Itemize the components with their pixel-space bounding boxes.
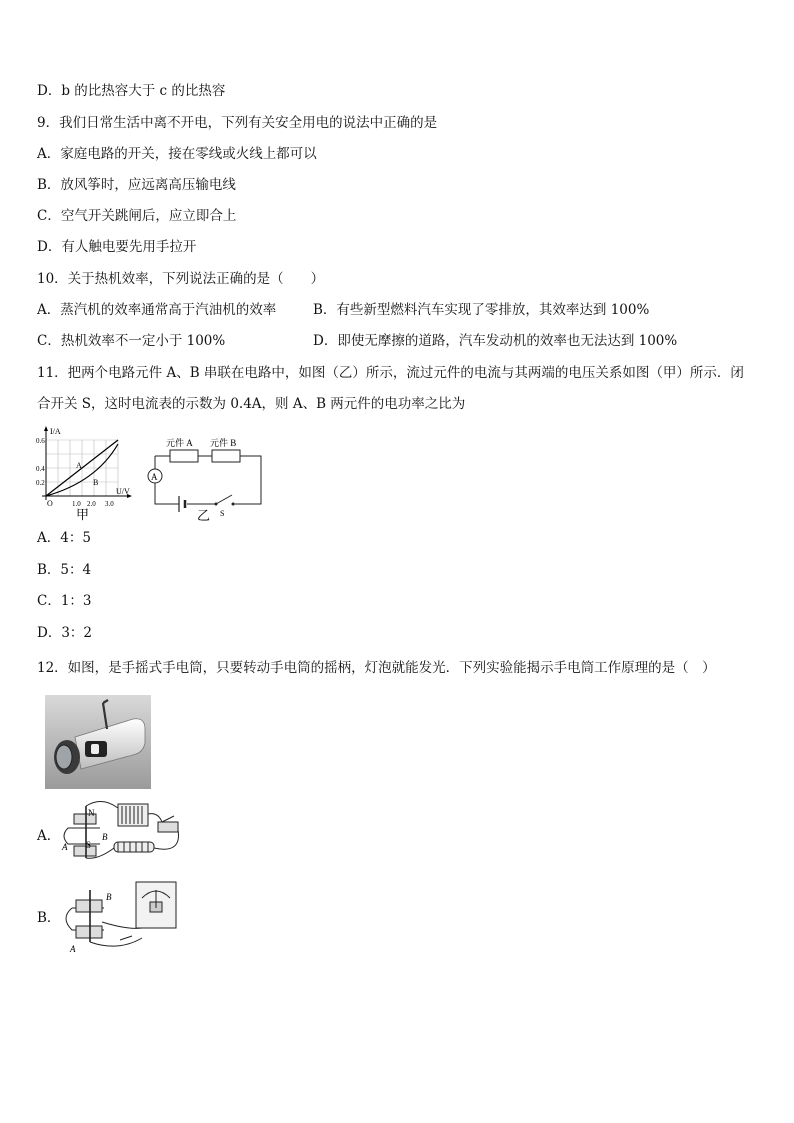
resistor-a — [170, 450, 198, 462]
q11-stem-line2: 合开关 S，这时电流表的示数为 0.4A，则 A、B 两元件的电功率之比为 — [37, 396, 466, 412]
magnet-u-bottom — [64, 828, 100, 844]
q11-option-d: D．3：2 — [37, 625, 93, 641]
graph-origin: O — [47, 499, 53, 508]
x-tick-3.0: 3.0 — [105, 500, 114, 508]
ammeter-label: A — [151, 472, 158, 482]
q10-option-b: B．有些新型燃料汽车实现了零排放，其效率达到 100% — [313, 302, 650, 318]
q12-option-b-label: B． — [37, 910, 61, 926]
q9-option-d: D．有人触电要先用手拉开 — [37, 239, 197, 255]
q11-option-c: C．1：3 — [37, 593, 92, 609]
q11-stem-line1: 11．把两个电路元件 A、B 串联在电路中，如图（乙）所示，流过元件的电流与其两端的电压关系如图（甲）所示．闭 — [37, 365, 744, 381]
rod-end-b-label: B — [106, 892, 112, 902]
graph-caption: 甲 — [76, 507, 90, 522]
rod-end-a-label: A — [70, 944, 76, 954]
y-axis-arrow — [44, 426, 48, 431]
q12-option-a-figure — [58, 796, 188, 866]
y-tick-0.4: 0.4 — [36, 465, 45, 473]
element-a-label: 元件 A — [166, 438, 193, 448]
q8-option-d: D．b 的比热容大于 c 的比热容 — [37, 83, 226, 99]
pole-s-label: S — [86, 840, 92, 850]
x-axis-label: U/V — [116, 487, 130, 496]
element-b-label: 元件 B — [210, 438, 237, 448]
q11-option-a: A．4：5 — [37, 530, 91, 546]
y-axis-label: I/A — [50, 427, 61, 436]
circuit-caption: 乙 — [197, 508, 211, 522]
y-tick-0.6: 0.6 — [36, 437, 45, 445]
flashlight-lens — [56, 745, 72, 769]
switch-contact — [232, 503, 235, 506]
q9-stem: 9．我们日常生活中离不开电，下列有关安全用电的说法中正确的是 — [37, 115, 438, 131]
switch-lever — [216, 495, 232, 504]
y-tick-0.2: 0.2 — [36, 479, 45, 487]
resistor-b — [212, 450, 240, 462]
curve-b-label: B — [93, 478, 99, 487]
q12-option-a-label: A． — [37, 828, 61, 844]
magnet-s-pole — [74, 846, 96, 856]
q11-iv-graph — [36, 424, 136, 522]
q9-option-c: C．空气开关跳闸后，应立即合上 — [37, 208, 237, 224]
q12-stem: 12．如图，是手摇式手电筒，只要转动手电筒的摇柄，灯泡就能发光．下列实验能揭示手电筒工作原理的是（ ） — [37, 660, 716, 676]
pole-n-label: N — [88, 808, 95, 818]
q9-option-b: B．放风筝时，应远离高压输电线 — [37, 177, 236, 193]
q12-option-b-figure — [58, 878, 188, 956]
q9-option-a: A．家庭电路的开关，接在零线或火线上都可以 — [37, 146, 317, 162]
x-tick-2.0: 2.0 — [87, 500, 96, 508]
rod-end-a-label: A — [62, 842, 68, 852]
hand-crank-flashlight-image — [45, 695, 151, 789]
q11-circuit — [140, 432, 264, 522]
rod-end-b-label: B — [102, 832, 108, 842]
x-tick-1.0: 1.0 — [72, 500, 81, 508]
switch-block — [158, 822, 178, 832]
switch-pivot — [215, 503, 218, 506]
q10-option-d: D．即使无摩擦的道路，汽车发动机的效率也无法达到 100% — [313, 333, 678, 349]
flashlight-button — [91, 744, 99, 754]
q10-option-c: C．热机效率不一定小于 100% — [37, 333, 226, 349]
q10-stem: 10．关于热机效率，下列说法正确的是（ ） — [37, 271, 325, 287]
q11-option-b: B．5：4 — [37, 562, 92, 578]
curve-a-label: A — [76, 461, 82, 470]
q10-option-a: A．蒸汽机的效率通常高于汽油机的效率 — [37, 302, 277, 318]
switch-label: S — [220, 509, 225, 518]
